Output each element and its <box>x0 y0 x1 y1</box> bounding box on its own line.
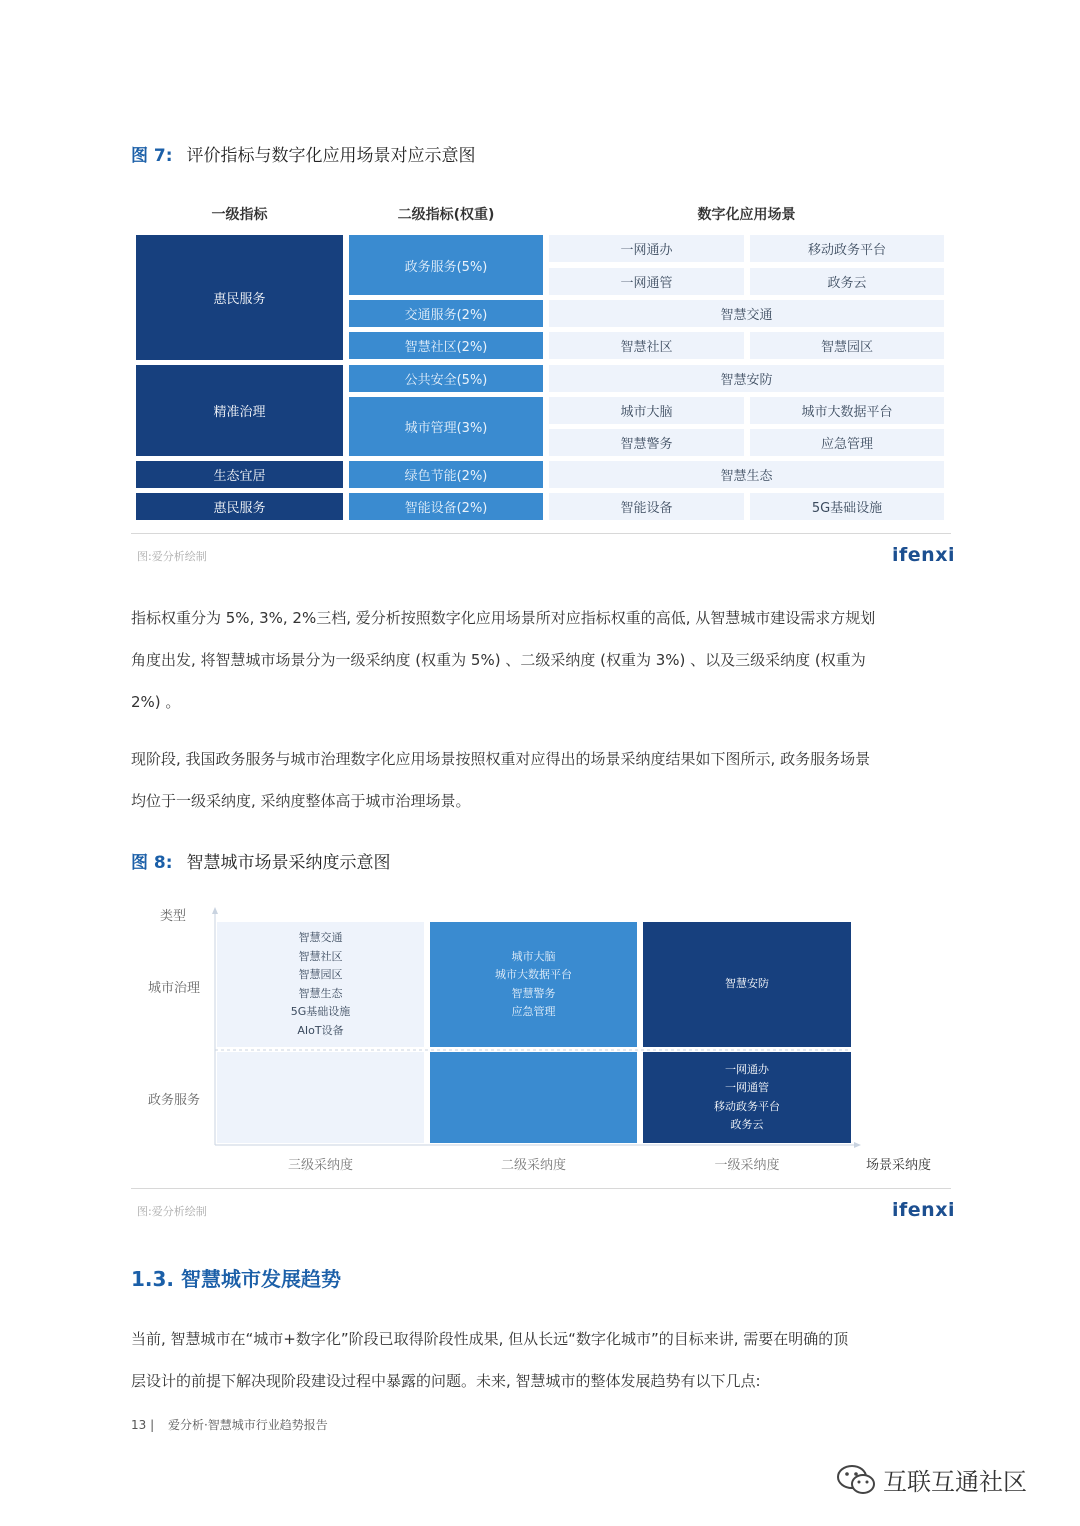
scene-cell: 应急管理 <box>750 429 944 456</box>
scene-label: 城市大数据平台 <box>495 968 572 981</box>
y-axis-title: 类型 <box>160 909 187 924</box>
scene-label: 智慧警务 <box>511 986 556 1000</box>
scene-label: 5G基础设施 <box>290 1005 351 1018</box>
scene-label: 一网通办 <box>725 1062 769 1076</box>
scene-cell: 智慧警务 <box>549 429 744 456</box>
scene-cell: 智慧安防 <box>549 365 944 392</box>
figure-8-source: 图:爱分析绘制 <box>137 1205 207 1218</box>
scene-cell: 智慧生态 <box>549 461 944 488</box>
level2-cell: 交通服务(2%) <box>349 300 543 327</box>
x-col-label: 三级采纳度 <box>287 1158 353 1173</box>
level1-cell: 精准治理 <box>136 365 343 456</box>
matrix-cell-governance-level3 <box>217 922 424 1047</box>
matrix-cell-governance-level1 <box>643 922 851 1047</box>
figure-8-number: 图 8: <box>131 853 173 873</box>
section-heading: 1.3. 智慧城市发展趋势 <box>131 1267 341 1291</box>
figure-7-number: 图 7: <box>131 146 173 166</box>
matrix-cell-service-level1 <box>643 1052 851 1143</box>
matrix-cell-service-level3 <box>217 1052 424 1143</box>
level2-cell: 智慧社区(2%) <box>349 332 543 359</box>
matrix-cell-governance-level2 <box>430 922 637 1047</box>
scene-label: 智慧交通 <box>298 931 343 944</box>
ifenxi-logo: ifenxi <box>892 1199 955 1221</box>
scene-label: 一网通管 <box>725 1081 769 1094</box>
scene-cell: 城市大脑 <box>549 397 744 424</box>
paragraph-3-line-2: 层设计的前提下解决现阶段建设过程中暴露的问题。未来, 智慧城市的整体发展趋势有以下几点: <box>131 1372 761 1390</box>
watermark-text: 互联互通社区 <box>883 1468 1027 1496</box>
paragraph-1-line-1: 指标权重分为 5%, 3%, 2%三档, 爱分析按照数字化应用场景所对应指标权重的高低, 从智慧城市建设需求方规划 <box>131 609 876 627</box>
scene-label: 智慧安防 <box>725 977 769 991</box>
header-scenes: 数字化应用场景 <box>697 207 796 223</box>
scene-cell: 智慧园区 <box>750 332 944 359</box>
level1-cell: 惠民服务 <box>136 235 343 360</box>
figure-7-source: 图:爱分析绘制 <box>137 550 207 563</box>
scene-cell: 5G基础设施 <box>750 493 944 520</box>
scene-cell: 城市大数据平台 <box>750 397 944 424</box>
scene-cell: 一网通办 <box>549 235 744 262</box>
scene-label: 智慧园区 <box>298 968 343 981</box>
scene-cell: 智慧交通 <box>549 300 944 327</box>
paragraph-2-line-2: 均位于一级采纳度, 采纳度整体高于城市治理场景。 <box>131 792 471 810</box>
figure-8-divider <box>131 1188 951 1189</box>
scene-cell: 智能设备 <box>549 493 744 520</box>
report-name: 爱分析·智慧城市行业趋势报告 <box>167 1418 328 1432</box>
header-level2: 二级指标(权重) <box>397 207 495 223</box>
scene-label: 智慧社区 <box>298 949 343 963</box>
level2-cell: 智能设备(2%) <box>349 493 543 520</box>
x-col-label: 二级采纳度 <box>500 1158 566 1173</box>
figure-8-title <box>131 848 391 873</box>
page-number: 13 | <box>131 1418 155 1432</box>
scene-label: 移动政务平台 <box>714 1099 780 1113</box>
scene-cell: 一网通管 <box>549 268 744 295</box>
x-axis-title: 场景采纳度 <box>866 1158 932 1173</box>
level2-cell: 公共安全(5%) <box>349 365 543 392</box>
scene-cell: 智慧社区 <box>549 332 744 359</box>
y-row-label: 城市治理 <box>148 981 201 996</box>
matrix-cell-service-level2 <box>430 1052 637 1143</box>
paragraph-1-line-3: 2%) 。 <box>131 693 181 711</box>
figure-7-caption: 评价指标与数字化应用场景对应示意图 <box>186 146 476 166</box>
wechat-icon <box>835 1462 879 1502</box>
header-level1: 一级指标 <box>211 207 268 223</box>
level2-cell: 政务服务(5%) <box>349 235 543 295</box>
scene-label: 应急管理 <box>511 1005 556 1018</box>
level1-cell: 生态宜居 <box>136 461 343 488</box>
scene-label: 城市大脑 <box>511 949 556 963</box>
scene-cell: 移动政务平台 <box>750 235 944 262</box>
x-col-label: 一级采纳度 <box>714 1158 780 1173</box>
ifenxi-logo: ifenxi <box>892 544 955 566</box>
scene-cell: 政务云 <box>750 268 944 295</box>
level2-cell: 城市管理(3%) <box>349 397 543 456</box>
level2-cell: 绿色节能(2%) <box>349 461 543 488</box>
figure-8-caption: 智慧城市场景采纳度示意图 <box>186 853 391 873</box>
figure-7-title <box>131 141 476 166</box>
scene-label: 政务云 <box>730 1118 764 1131</box>
scene-label: AIoT设备 <box>297 1023 344 1037</box>
paragraph-3-line-1: 当前, 智慧城市在“城市+数字化”阶段已取得阶段性成果, 但从长远“数字化城市”的目标来讲, 需要在明确的顶 <box>131 1330 849 1348</box>
page-footer <box>131 1416 328 1433</box>
level1-cell: 惠民服务 <box>136 493 343 520</box>
y-row-label: 政务服务 <box>148 1093 201 1108</box>
scene-label: 智慧生态 <box>298 986 343 1000</box>
figure-7-divider <box>131 533 951 534</box>
paragraph-2-line-1: 现阶段, 我国政务服务与城市治理数字化应用场景按照权重对应得出的场景采纳度结果如下图所示, 政务服务场景 <box>131 750 871 768</box>
paragraph-1-line-2: 角度出发, 将智慧城市场景分为一级采纳度 (权重为 5%) 、二级采纳度 (权重为 3%) 、以及三级采纳度 (权重为 <box>131 651 866 669</box>
